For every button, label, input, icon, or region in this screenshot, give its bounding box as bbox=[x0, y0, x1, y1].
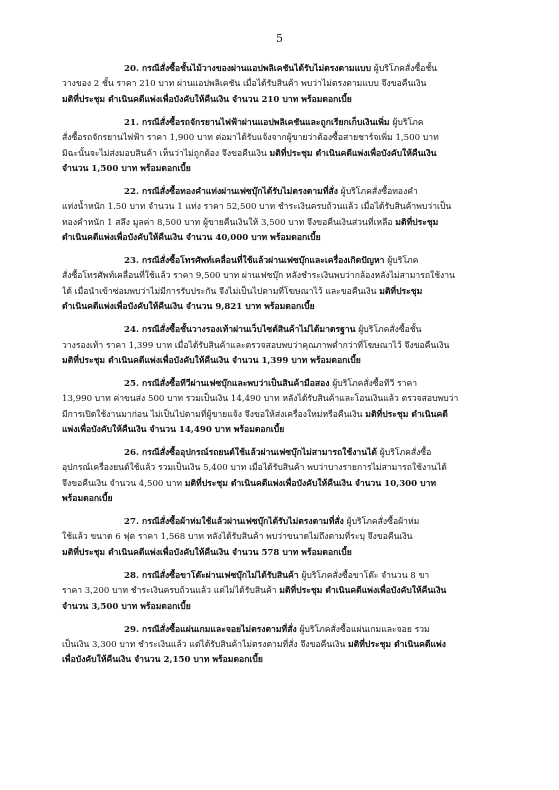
text-line bbox=[62, 254, 502, 269]
text-line bbox=[62, 354, 502, 369]
bold-text: 25. กรณีสั่งซื้อทีวีผ่านเฟซบุ๊กและพบว่าเป็นสินค้ามือสอง bbox=[124, 378, 330, 389]
bold-text: มติที่ประชุม ดำเนินคดีแพ่งเพื่อบังคับให้คืนเงิน จำนวน 210 บาท พร้อมดอกเบี้ย bbox=[62, 94, 352, 105]
bold-text: แพ่งเพื่อบังคับให้คืนเงิน จำนวน 14,490 บาท พร้อมดอกเบี้ย bbox=[62, 425, 285, 436]
text-line bbox=[62, 231, 502, 246]
text-line bbox=[62, 461, 502, 476]
text-line bbox=[62, 339, 502, 354]
body-text: ผู้บริโภคสั่งซื้อ bbox=[377, 447, 432, 458]
text-line bbox=[62, 285, 502, 300]
body-text: ผู้บริโภค bbox=[384, 255, 419, 266]
text-line bbox=[62, 147, 502, 162]
bold-text: 27. กรณีสั่งซื้อผ้าห่มใช้แล้วผ่านเฟซบุ๊กได้รับไม่ตรงตามที่สั่ง bbox=[124, 517, 344, 528]
bold-text: 29. กรณีสั่งซื้อแผ่นเกมและจอยไม่ตรงตามที่สั่ง bbox=[124, 624, 297, 635]
body-text: ผู้บริโภคสั่งซื้อทีวี ราคา bbox=[329, 378, 418, 389]
bold-text: 23. กรณีสั่งซื้อโทรศัพท์เคลื่อนที่ใช้แล้วผ่านเฟซบุ๊กและเครื่องเกิดปัญหา bbox=[124, 255, 385, 266]
case-paragraph bbox=[62, 185, 502, 247]
body-text: ผู้บริโภค bbox=[389, 117, 424, 128]
bold-text: มติที่ประชุม bbox=[379, 286, 423, 297]
body-text: ผู้บริโภคสั่งซื้อทองคำ bbox=[337, 186, 418, 197]
body-text: วางรองเท้า ราคา 1,399 บาท เมื่อได้รับสินค้าและตรวจสอบพบว่าคุณภาพต่ำกว่าที่โฆษณาไว้ จึงขอคืนเงิน bbox=[62, 340, 450, 351]
text-line bbox=[62, 162, 502, 177]
body-text: สั่งซื้อโทรศัพท์เคลื่อนที่ใช้แล้ว ราคา 9,500 บาท ผ่านเฟซบุ๊ก หลังชำระเงินพบว่ากล้องหลังไม่สามารถใช้งาน bbox=[62, 271, 455, 282]
body-text: เป็นเงิน 3,300 บาท ชำระเงินแล้ว แต่ได้รับสินค้าไม่ตรงตามที่สั่ง จึงขอคืนเงิน bbox=[62, 639, 348, 650]
body-text: มิฉะนั้นจะไม่ส่งมอบสินค้า เห็นว่าไม่ถูกต้อง จึงขอคืนเงิน bbox=[62, 148, 270, 159]
text-line bbox=[62, 300, 502, 315]
case-paragraph bbox=[62, 623, 502, 669]
body-text: ผู้บริโภคสั่งซื้อผ้าห่ม bbox=[343, 517, 420, 528]
case-paragraph bbox=[62, 116, 502, 178]
text-line bbox=[62, 515, 502, 530]
body-text: ผู้บริโภคสั่งซื้อขาโต๊ะ จำนวน 8 ขา bbox=[298, 570, 430, 581]
bold-text: มติที่ประชุม ดำเนินคดีแพ่งเพื่อบังคับให้คืนเงิน จำนวน 578 บาท พร้อมดอกเบี้ย bbox=[62, 547, 352, 558]
text-line bbox=[62, 269, 502, 284]
text-line bbox=[62, 530, 502, 545]
bold-text: 26. กรณีสั่งซื้ออุปกรณ์รถยนต์ใช้แล้วผ่านเฟซบุ๊กไม่สามารถใช้งานได้ bbox=[124, 447, 377, 458]
bold-text: พร้อมดอกเบี้ย bbox=[62, 494, 113, 505]
text-line bbox=[62, 216, 502, 231]
text-line bbox=[62, 93, 502, 108]
case-paragraph bbox=[62, 515, 502, 561]
text-line bbox=[62, 377, 502, 392]
body-text: ทองคำหนัก 1 สลึง มูลค่า 8,500 บาท ผู้ขายคืนเงินให้ 3,500 บาท จึงขอคืนเงินส่วนที่เหลือ bbox=[62, 217, 396, 228]
body-text: ใช้แล้ว ขนาด 6 ฟุต ราคา 1,568 บาท หลังได้รับสินค้า พบว่าขนาดไม่ถึงตามที่ระบุ จึงขอคืนเงิน bbox=[62, 532, 413, 543]
text-line bbox=[62, 492, 502, 507]
text-line bbox=[62, 546, 502, 561]
bold-text: 20. กรณีสั่งซื้อชั้นไม้วางของผ่านแอปพลิเคชันได้รับไม่ตรงตามแบบ bbox=[124, 64, 372, 74]
text-line bbox=[62, 131, 502, 146]
text-line bbox=[62, 408, 502, 423]
bold-text: มติที่ประชุม ดำเนินคดีแพ่งเพื่อบังคับให้คืนเงิน จำนวน 1,399 บาท พร้อมดอกเบี้ย bbox=[62, 355, 361, 366]
case-paragraph bbox=[62, 569, 502, 615]
bold-text: ดำเนินคดีแพ่งเพื่อบังคับให้คืนเงิน จำนวน 9,821 บาท พร้อมดอกเบี้ย bbox=[62, 302, 315, 313]
text-line bbox=[62, 392, 502, 407]
bold-text: 22. กรณีสั่งซื้อทองคำแท่งผ่านเฟซบุ๊กได้รับไม่ตรงตามที่สั่ง bbox=[124, 186, 338, 197]
body-text: ผู้บริโภคสั่งซื้อชั้น bbox=[355, 325, 422, 336]
bold-text: ดำเนินคดีแพ่งเพื่อบังคับให้คืนเงิน จำนวน 40,000 บาท พร้อมดอกเบี้ย bbox=[62, 233, 321, 244]
body-text: ผู้บริโภคสั่งซื้อชั้น bbox=[371, 64, 438, 74]
bold-text: 28. กรณีสั่งซื้อขาโต๊ะผ่านเฟซบุ๊กไม่ได้รับสินค้า bbox=[124, 570, 299, 581]
text-line bbox=[62, 584, 502, 599]
bold-text: เพื่อบังคับให้คืนเงิน จำนวน 2,150 บาท พร้อมดอกเบี้ย bbox=[62, 655, 263, 666]
text-line bbox=[62, 200, 502, 215]
body-text: วางของ 2 ชั้น ราคา 210 บาท ผ่านแอปพลิเคชัน เมื่อได้รับสินค้า พบว่าไม่ตรงตามแบบ จึงขอคืนเงิน bbox=[62, 79, 427, 90]
body-text: 13,990 บาท ค่าขนส่ง 500 บาท รวมเป็นเงิน 14,490 บาท หลังได้รับสินค้าและโอนเงินแล้ว ตรวจสอบพบว่า bbox=[62, 394, 459, 405]
document-body bbox=[62, 62, 502, 676]
body-text: มีการเปิดใช้งานมาก่อน ไม่เป็นไปตามที่ผู้ขายแจ้ง จึงขอให้ส่งเครื่องใหม่หรือคืนเงิน bbox=[62, 409, 366, 420]
text-line bbox=[62, 185, 502, 200]
bold-text: 21. กรณีสั่งซื้อรถจักรยานไฟฟ้าผ่านแอปพลิเคชันและถูกเรียกเก็บเงินเพิ่ม bbox=[124, 117, 390, 128]
text-line bbox=[62, 477, 502, 492]
text-line bbox=[62, 423, 502, 438]
body-text: สั่งซื้อรถจักรยานไฟฟ้า ราคา 1,900 บาท ต่อมาได้รับแจ้งจากผู้ขายว่าต้องซื้อสายชาร์จเพิ่ม 1,500 บาท bbox=[62, 133, 439, 144]
body-text: ราคา 3,200 บาท ชำระเงินครบถ้วนแล้ว แต่ไม่ได้รับสินค้า bbox=[62, 586, 280, 597]
case-paragraph bbox=[62, 62, 502, 108]
text-line bbox=[62, 600, 502, 615]
body-text: แท่งน้ำหนัก 1.50 บาท จำนวน 1 แท่ง ราคา 52,500 บาท ชำระเงินครบถ้วนแล้ว เมื่อได้รับสินค้าพบว่าเป็น bbox=[62, 202, 452, 213]
bold-text: มติที่ประชุม ดำเนินคดีแพ่งเพื่อบังคับให้คืนเงิน bbox=[269, 148, 437, 159]
body-text: อุปกรณ์เครื่องยนต์ใช้แล้ว รวมเป็นเงิน 5,400 บาท เมื่อได้รับสินค้า พบว่าบางรายการไม่สามารถใช้งานได้ bbox=[62, 463, 447, 474]
text-line bbox=[62, 569, 502, 584]
case-paragraph bbox=[62, 323, 502, 369]
text-line bbox=[62, 323, 502, 338]
body-text: ได้ เมื่อนำเข้าซ่อมพบว่าไม่มีการรับประกัน จึงไม่เป็นไปตามที่โฆษณาไว้ และขอคืนเงิน bbox=[62, 286, 380, 297]
body-text: จึงขอคืนเงิน จำนวน 4,500 บาท bbox=[62, 478, 185, 489]
text-line bbox=[62, 623, 502, 638]
bold-text: จำนวน 3,500 บาท พร้อมดอกเบี้ย bbox=[62, 601, 191, 612]
text-line bbox=[62, 116, 502, 131]
case-paragraph bbox=[62, 377, 502, 439]
bold-text: มติที่ประชุม ดำเนินคดีแพ่งเพื่อบังคับให้คืนเงิน bbox=[279, 586, 447, 597]
case-paragraph bbox=[62, 446, 502, 508]
text-line bbox=[62, 77, 502, 92]
page-number: 5 bbox=[276, 32, 283, 45]
case-paragraph bbox=[62, 254, 502, 316]
text-line bbox=[62, 653, 502, 668]
bold-text: 24. กรณีสั่งซื้อชั้นวางรองเท้าผ่านเว็บไซต์สินค้าไม่ได้มาตรฐาน bbox=[124, 325, 356, 336]
bold-text: จำนวน 1,500 บาท พร้อมดอกเบี้ย bbox=[62, 163, 191, 174]
bold-text: มติที่ประชุม ดำเนินคดีแพ่งเพื่อบังคับให้คืนเงิน จำนวน 10,300 บาท bbox=[184, 478, 437, 489]
bold-text: มติที่ประชุม ดำเนินคดี bbox=[365, 409, 448, 420]
bold-text: มติที่ประชุม ดำเนินคดีแพ่ง bbox=[348, 639, 446, 650]
text-line bbox=[62, 62, 502, 77]
text-line bbox=[62, 638, 502, 653]
body-text: ผู้บริโภคสั่งซื้อแผ่นเกมและจอย รวม bbox=[296, 624, 430, 635]
bold-text: มติที่ประชุม bbox=[395, 217, 439, 228]
text-line bbox=[62, 446, 502, 461]
